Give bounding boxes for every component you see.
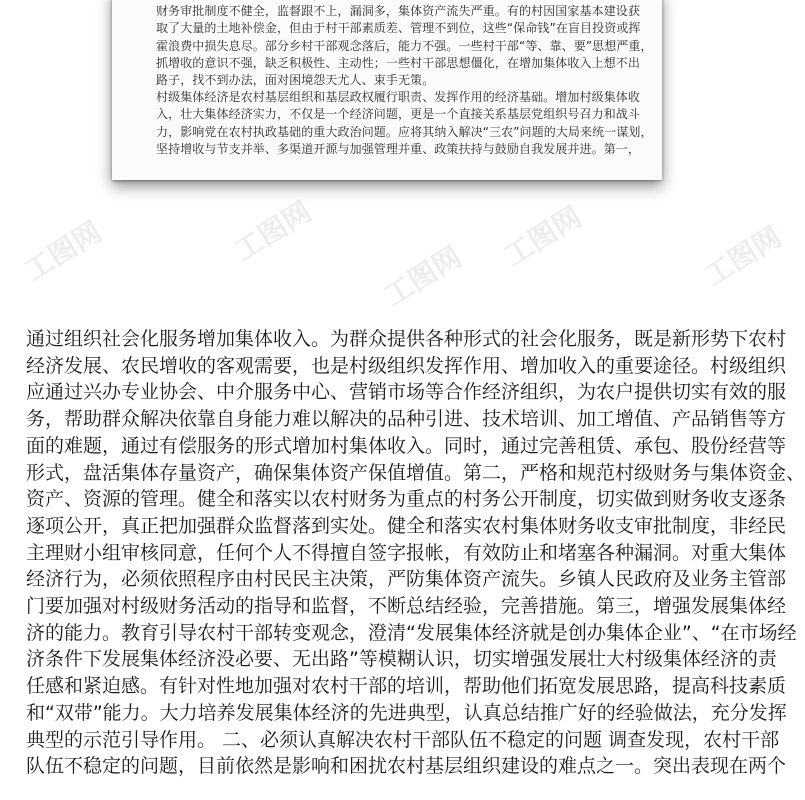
preview-line: 取了大量的土地补偿金，但由于村干部素质差、管理不到位，这些“保命钱”在盲目投资或挥: [156, 21, 641, 36]
watermark-logo: 工图网: [378, 240, 468, 313]
body-line: 队伍不稳定的问题，目前依然是影响和困扰农村基层组织建设的难点之一。突出表现在两个: [26, 755, 787, 778]
preview-text: [156, 0, 653, 158]
body-line: 济条件下发展集体经济没必要、无出路”等模糊认识，切实增强发展壮大村级集体经济的责: [26, 648, 777, 671]
body-line: 资产、资源的管理。健全和落实以农村财务为重点的村务公开制度，切实做到财务收支逐条: [26, 488, 787, 511]
body-line: 门要加强对村级财务活动的指导和监督，不断总结经验，完善措施。第三，增强发展集体经: [26, 595, 787, 618]
watermark-logo: 工图网: [228, 195, 318, 268]
body-line: 和“双带”能力。大力培养发展集体经济的先进典型，认真总结推广好的经验做法，充分发挥: [26, 701, 787, 724]
body-line: 通过组织社会化服务增加集体收入。为群众提供各种形式的社会化服务，既是新形势下农村: [26, 328, 787, 350]
body-line: 典型的示范引导作用。 二、必须认真解决农村干部队伍不稳定的问题 调查发现，农村干部: [26, 728, 780, 751]
body-line: 经济行为，必须依照程序由村民民主决策，严防集体资产流失。乡镇人民政府及业务主管部: [26, 568, 787, 591]
document-body-text: [26, 326, 805, 780]
body-line: 逐项公开，真正把加强群众监督落到实处。健全和落实农村集体财务收支审批制度，非经民: [26, 514, 787, 537]
watermark-logo: 工图网: [698, 220, 788, 293]
document-preview-page: [112, 0, 662, 180]
body-line: 形式，盘活集体存量资产，确保集体资产保值增值。第二，严格和规范村级财务与集体资金、: [26, 461, 805, 484]
preview-line: 抓增收的意识不强，缺乏积极性、主动性；一些村干部思想僵化，在增加集体收入上想不出: [156, 55, 641, 70]
watermark-logo: 工图网: [18, 215, 108, 288]
body-line: 任感和紧迫感。有针对性地加强对农村干部的培训，帮助他们拓宽发展思路，提高科技素质: [26, 675, 787, 698]
body-line: 面的难题，通过有偿服务的形式增加村集体收入。同时，通过完善租赁、承包、股份经营等: [26, 434, 787, 457]
preview-line: 财务审批制度不健全，监督跟不上，漏洞多，集体资产流失严重。有的村因国家基本建设获: [156, 4, 641, 19]
body-line: 济的能力。教育引导农村干部转变观念，澄清“发展集体经济就是创办集体企业”、“在市场经: [26, 621, 797, 644]
document-preview-area: [0, 0, 800, 313]
body-line: 务，帮助群众解决依靠自身能力难以解决的品种引进、技术培训、加工增值、产品销售等方: [26, 408, 787, 431]
preview-line: 坚持增收与节支并举、多渠道开源与加强管理并重、政策扶持与鼓励自我发展并进。第一，: [156, 141, 641, 156]
preview-line: 村级集体经济是农村基层组织和基层政权履行职责、发挥作用的经济基础。增加村级集体收: [156, 90, 641, 105]
body-line: 应通过兴办专业协会、中介服务中心、营销市场等合作经济组织，为农户提供切实有效的服: [26, 381, 787, 404]
body-line: 经济发展、农民增收的客观需要，也是村级组织发挥作用、增加收入的重要途径。村级组织: [26, 354, 787, 377]
body-line: 主理财小组审核同意，任何个人不得擅自签字报帐，有效防止和堵塞各种漏洞。对重大集体: [26, 541, 787, 564]
preview-line: 力，影响党在农村执政基础的重大政治问题。应将其纳入解决“三农”问题的大局来统一谋划，: [156, 124, 653, 139]
watermark-logo: 工图网: [498, 200, 588, 273]
preview-line: 路子，找不到办法，面对困境怨天尤人、束手无策。: [156, 73, 435, 88]
preview-line: 入，壮大集体经济实力，不仅是一个经济问题，更是一个直接关系基层党组织号召力和战斗: [156, 107, 641, 122]
preview-line: 霍浪费中损失息尽。部分乡村干部观念落后，能力不强。一些村干部“等、靠、要”思想严重，: [156, 38, 653, 53]
